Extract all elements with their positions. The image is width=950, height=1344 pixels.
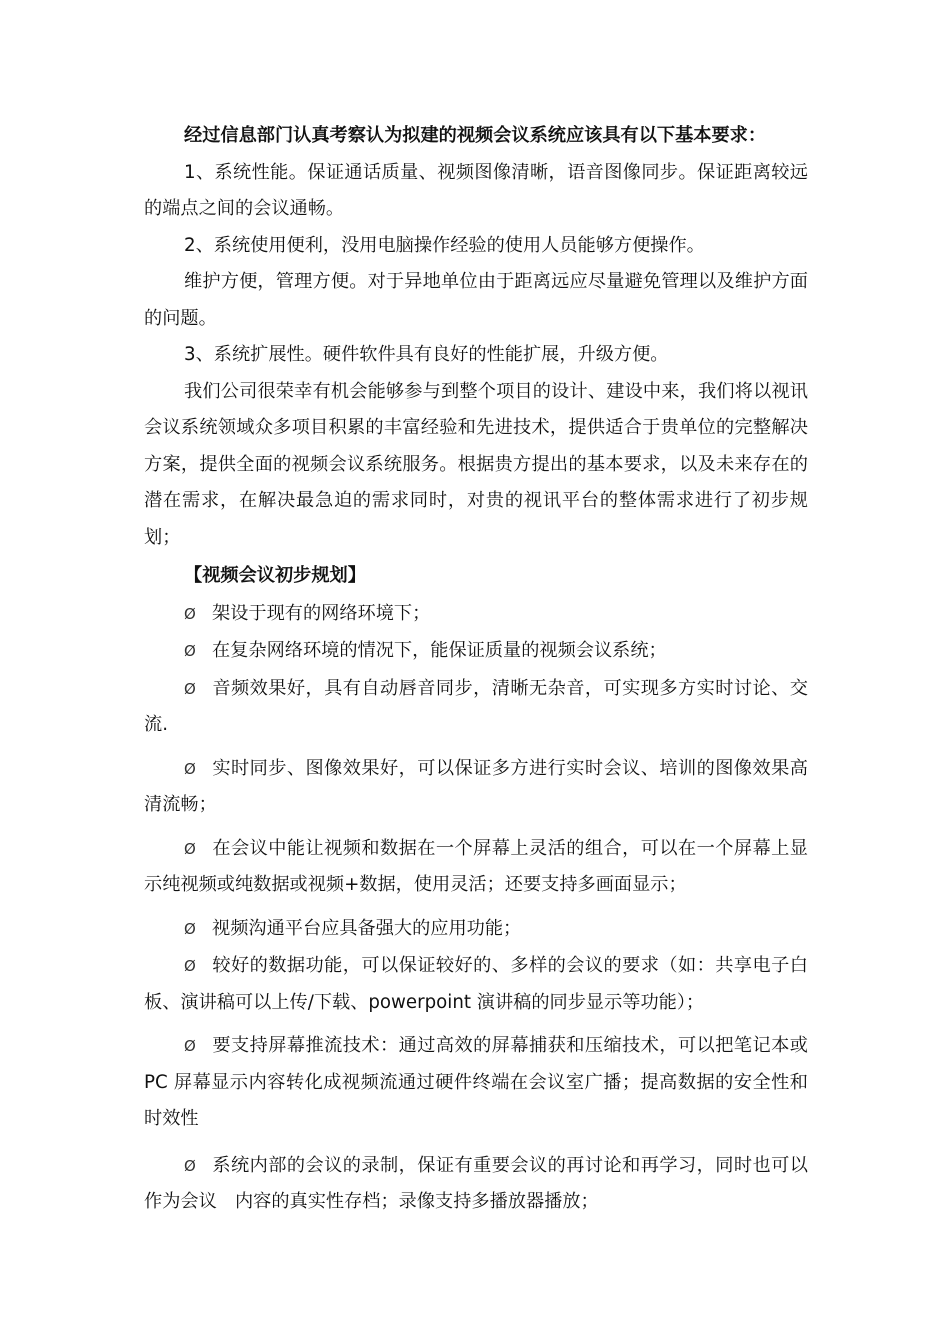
bullet-mark: Ø [184, 642, 196, 660]
bullet-text: 视频沟通平台应具备强大的应用功能； [212, 917, 522, 939]
bullet-text: 在会议中能让视频和数据在一个屏幕上灵活的组合，可以在一个屏幕上显示纯视频或纯数据或视频+数据，使用灵活；还要支持多画面显示； [144, 837, 808, 895]
bullet-item [144, 633, 808, 670]
bullet-mark: Ø [184, 679, 196, 698]
bullet-mark: Ø [184, 759, 196, 778]
bullet-text: 在复杂网络环境的情况下，能保证质量的视频会议系统； [212, 640, 667, 661]
bullet-mark: Ø [184, 839, 196, 858]
bullet-text: 音频效果好，具有自动唇音同步，清晰无杂音，可实现多方实时讨论、交流. [144, 677, 808, 735]
bullet-item [144, 948, 808, 1021]
bullet-item [144, 1028, 808, 1138]
bullet-item [144, 751, 808, 824]
bullet-mark: Ø [184, 1156, 196, 1175]
document-page [144, 118, 808, 1221]
bullet-item [144, 911, 808, 948]
bullet-mark: Ø [184, 604, 196, 623]
requirement-usability: 2、系统使用便利，没用电脑操作经验的使用人员能够方便操作。 [184, 234, 705, 256]
bullet-mark: Ø [184, 957, 196, 975]
requirement-scalability: 3、系统扩展性。硬件软件具有良好的性能扩展，升级方便。 [184, 344, 669, 365]
bullet-item [144, 596, 808, 633]
company-paragraph: 我们公司很荣幸有机会能够参与到整个项目的设计、建设中来，我们将以视讯会议系统领域众多项目积累的丰富经验和先进技术，提供适合于贵单位的完整解决方案，提供全面的视频会议系统服务。根据贵方提出的基本要求，以及未来存在的潜在需求，在解决最急迫的需求同时，对贵的视讯平台的整体需求进行了初步规划； [144, 380, 808, 548]
bullet-mark: Ø [184, 1037, 196, 1055]
bullet-text: 较好的数据功能，可以保证较好的、多样的会议的要求（如：共享电子白板、演讲稿可以上传/下载、powerpoint 演讲稿的同步显示等功能）； [144, 955, 808, 1013]
bullet-item [144, 671, 808, 744]
bullet-text: 系统内部的会议的录制，保证有重要会议的再讨论和再学习，同时也可以作为会议 内容的真实性存档；录像支持多播放器播放； [144, 1154, 808, 1212]
bullet-mark: Ø [184, 919, 196, 938]
bullet-item [144, 1148, 808, 1221]
requirement-performance: 1、系统性能。保证通话质量、视频图像清晰，语音图像同步。保证距离较远的端点之间的会议通畅。 [144, 161, 808, 219]
section-title: 【视频会议初步规划】 [184, 565, 366, 586]
requirement-maintenance: 维护方便，管理方便。对于异地单位由于距离远应尽量避免管理以及维护方面的问题。 [144, 271, 808, 329]
bullet-item [144, 831, 808, 904]
bullet-text: 架设于现有的网络环境下； [212, 602, 431, 624]
intro-heading: 经过信息部门认真考察认为拟建的视频会议系统应该具有以下基本要求： [184, 125, 767, 146]
bullet-text: 要支持屏幕推流技术：通过高效的屏幕捕获和压缩技术，可以把笔记本或 PC 屏幕显示内容转化成视频流通过硬件终端在会议室广播；提高数据的安全性和时效性 [144, 1035, 808, 1129]
bullet-text: 实时同步、图像效果好，可以保证多方进行实时会议、培训的图像效果高清流畅； [144, 757, 808, 815]
